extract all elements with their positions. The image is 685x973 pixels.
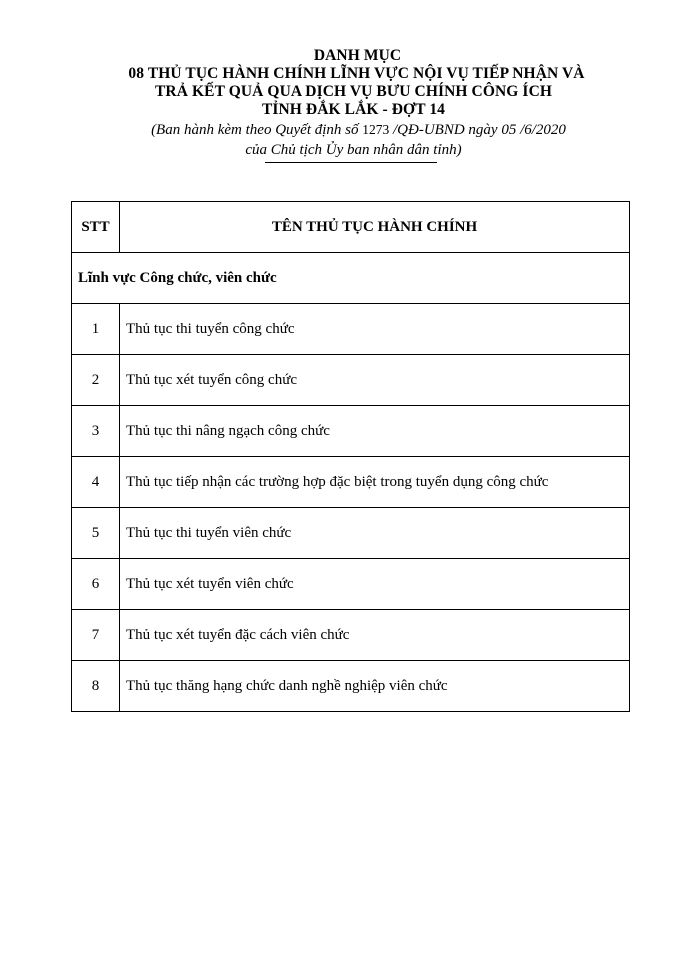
document-header [0, 47, 685, 160]
section-row [72, 253, 630, 304]
section-label: Lĩnh vực Công chức, viên chức [72, 253, 630, 304]
title-line-3: TRẢ KẾT QUẢ QUA DỊCH VỤ BƯU CHÍNH CÔNG ÍCH [154, 83, 553, 100]
title-line-4: TỈNH ĐẮK LẮK - ĐỢT 14 [261, 101, 446, 118]
row-stt: 6 [72, 559, 120, 610]
procedure-table [71, 201, 630, 712]
row-procedure-name: Thủ tục xét tuyển đặc cách viên chức [120, 610, 630, 661]
header-underline [265, 162, 437, 163]
table-row [72, 508, 630, 559]
row-procedure-name: Thủ tục xét tuyển viên chức [120, 559, 630, 610]
row-procedure-name: Thủ tục thăng hạng chức danh nghề nghiệp viên chức [120, 661, 630, 712]
row-stt: 1 [72, 304, 120, 355]
title-line-2: 08 THỦ TỤC HÀNH CHÍNH LĨNH VỰC NỘI VỤ TIẾP NHẬN VÀ [128, 65, 585, 82]
row-stt: 5 [72, 508, 120, 559]
title-line-1: DANH MỤC [313, 47, 402, 64]
table-row [72, 559, 630, 610]
table-header-row [72, 202, 630, 253]
issuance-note-prefix: (Ban hành kèm theo Quyết định số [151, 122, 363, 138]
decree-number: 1273 [362, 122, 390, 137]
table-row [72, 355, 630, 406]
table-row [72, 661, 630, 712]
row-stt: 4 [72, 457, 120, 508]
row-stt: 3 [72, 406, 120, 457]
column-header-stt: STT [72, 202, 120, 253]
row-stt: 2 [72, 355, 120, 406]
column-header-name: TÊN THỦ TỤC HÀNH CHÍNH [120, 202, 630, 253]
table-row [72, 406, 630, 457]
row-procedure-name: Thủ tục xét tuyển công chức [120, 355, 630, 406]
table-row [72, 457, 630, 508]
row-procedure-name: Thủ tục tiếp nhận các trường hợp đặc biệt trong tuyển dụng công chức [120, 457, 630, 508]
issuance-note-suffix: /QĐ-UBND ngày 05 /6/2020 [389, 122, 566, 138]
table-row [72, 304, 630, 355]
row-stt: 7 [72, 610, 120, 661]
row-procedure-name: Thủ tục thi nâng ngạch công chức [120, 406, 630, 457]
row-procedure-name: Thủ tục thi tuyển công chức [120, 304, 630, 355]
row-procedure-name: Thủ tục thi tuyển viên chức [120, 508, 630, 559]
issuer-note: của Chủ tịch Ủy ban nhân dân tỉnh) [245, 142, 462, 158]
issuance-note [32, 120, 685, 140]
table-row [72, 610, 630, 661]
row-stt: 8 [72, 661, 120, 712]
